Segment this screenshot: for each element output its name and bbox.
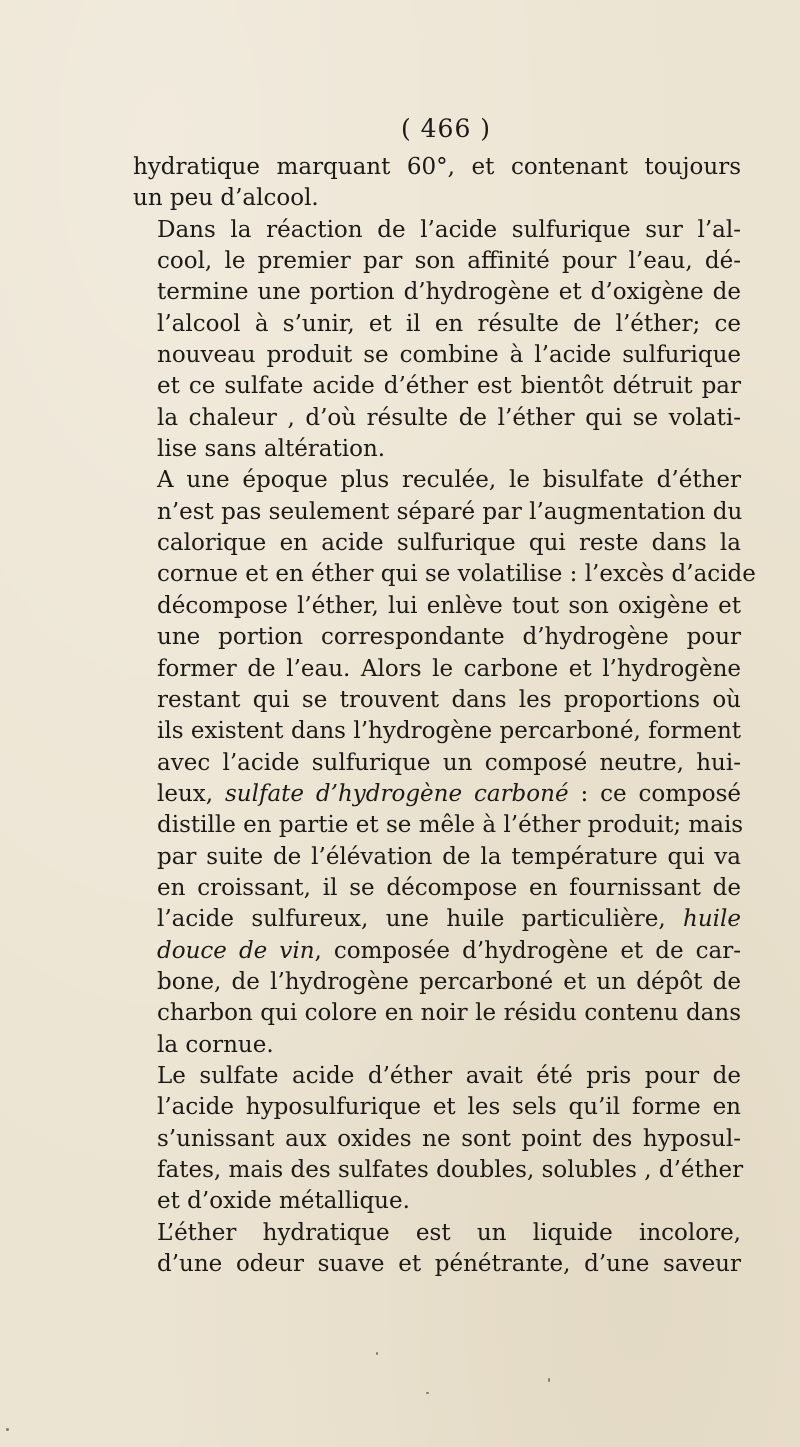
text-line-mixed bbox=[133, 936, 741, 967]
text-line: Le sulfate acide d’éther avait été pris pour de bbox=[157, 1062, 741, 1089]
text-line: L’éther hydratique est un liquide incolore, bbox=[157, 1219, 741, 1246]
text-line: nouveau produit se combine à l’acide sulfurique bbox=[157, 342, 741, 369]
text-line: par suite de l’élévation de la température qui va bbox=[157, 843, 741, 870]
text-line-mixed bbox=[133, 904, 741, 935]
text-line: et d’oxide métallique. bbox=[157, 1188, 410, 1215]
italic-term: sulfate d’hydrogène carboné bbox=[224, 780, 569, 807]
paragraph-1 bbox=[133, 152, 741, 215]
text-line: avec l’acide sulfurique un composé neutre, hui- bbox=[157, 749, 741, 776]
paper-speck bbox=[376, 1352, 378, 1355]
text-line: ils existent dans l’hydrogène percarboné, forment bbox=[157, 718, 741, 745]
body-text bbox=[133, 152, 756, 1280]
text-line: restant qui se trouvent dans les proportions où bbox=[157, 686, 741, 713]
text-line: Dans la réaction de l’acide sulfurique sur l’al- bbox=[157, 216, 741, 243]
text-line: charbon qui colore en noir le résidu contenu dans bbox=[157, 1000, 741, 1027]
text-line: lise sans altération. bbox=[157, 436, 386, 463]
text-run: leux, bbox=[157, 780, 225, 807]
text-line: la chaleur , d’où résulte de l’éther qui se volati- bbox=[157, 404, 741, 431]
paper-speck bbox=[548, 1378, 550, 1382]
paragraph-3 bbox=[133, 465, 756, 1061]
text-line: l’acide hyposulfurique et les sels qu’il forme en bbox=[157, 1094, 741, 1121]
text-line: n’est pas seulement séparé par l’augmentation du bbox=[157, 498, 743, 525]
italic-term: douce de vin bbox=[157, 937, 315, 964]
paragraph-4 bbox=[133, 1061, 744, 1218]
text-line-mixed bbox=[133, 779, 741, 810]
text-line: décompose l’éther, lui enlève tout son oxigène et bbox=[157, 592, 741, 619]
paragraph-2 bbox=[133, 215, 741, 466]
paper-speck bbox=[6, 1428, 9, 1431]
text-line: cool, le premier par son affinité pour l’eau, dé- bbox=[157, 248, 741, 275]
text-line: distille en partie et se mêle à l’éther produit; mais bbox=[157, 812, 744, 839]
text-line: et ce sulfate acide d’éther est bientôt détruit par bbox=[157, 373, 741, 400]
text-run: , composée d’hydrogène et de car- bbox=[314, 937, 742, 964]
text-line: en croissant, il se décompose en fournissant de bbox=[157, 874, 741, 901]
text-run: : ce composé bbox=[568, 780, 742, 807]
text-line: termine une portion d’hydrogène et d’oxigène de bbox=[157, 279, 741, 306]
text-line: la cornue. bbox=[157, 1031, 274, 1058]
text-run: l’acide sulfureux, une huile particulière, bbox=[157, 906, 684, 933]
text-line: hydratique marquant 60°, et contenant toujours bbox=[133, 154, 741, 180]
book-page bbox=[133, 112, 756, 1280]
text-line: une portion correspondante d’hydrogène pour bbox=[157, 624, 741, 651]
text-line: cornue et en éther qui se volatilise : l’excès d’acide bbox=[157, 561, 756, 588]
text-line: bone, de l’hydrogène percarboné et un dépôt de bbox=[157, 968, 741, 995]
text-line: former de l’eau. Alors le carbone et l’hydrogène bbox=[157, 655, 741, 682]
paragraph-5 bbox=[133, 1218, 741, 1281]
text-line: A une époque plus reculée, le bisulfate d’éther bbox=[157, 467, 741, 494]
text-line: fates, mais des sulfates doubles, solubles , d’éther bbox=[157, 1157, 744, 1183]
text-line: d’une odeur suave et pénétrante, d’une saveur bbox=[157, 1251, 741, 1278]
italic-term: huile bbox=[683, 906, 741, 933]
text-line: l’alcool à s’unir, et il en résulte de l’éther; ce bbox=[157, 310, 741, 337]
page-number: ( 466 ) bbox=[400, 114, 492, 143]
text-line: un peu d’alcool. bbox=[133, 185, 319, 212]
text-line: calorique en acide sulfurique qui reste dans la bbox=[157, 530, 741, 557]
text-line: s’unissant aux oxides ne sont point des hyposul- bbox=[157, 1125, 741, 1152]
paper-speck bbox=[426, 1392, 429, 1394]
